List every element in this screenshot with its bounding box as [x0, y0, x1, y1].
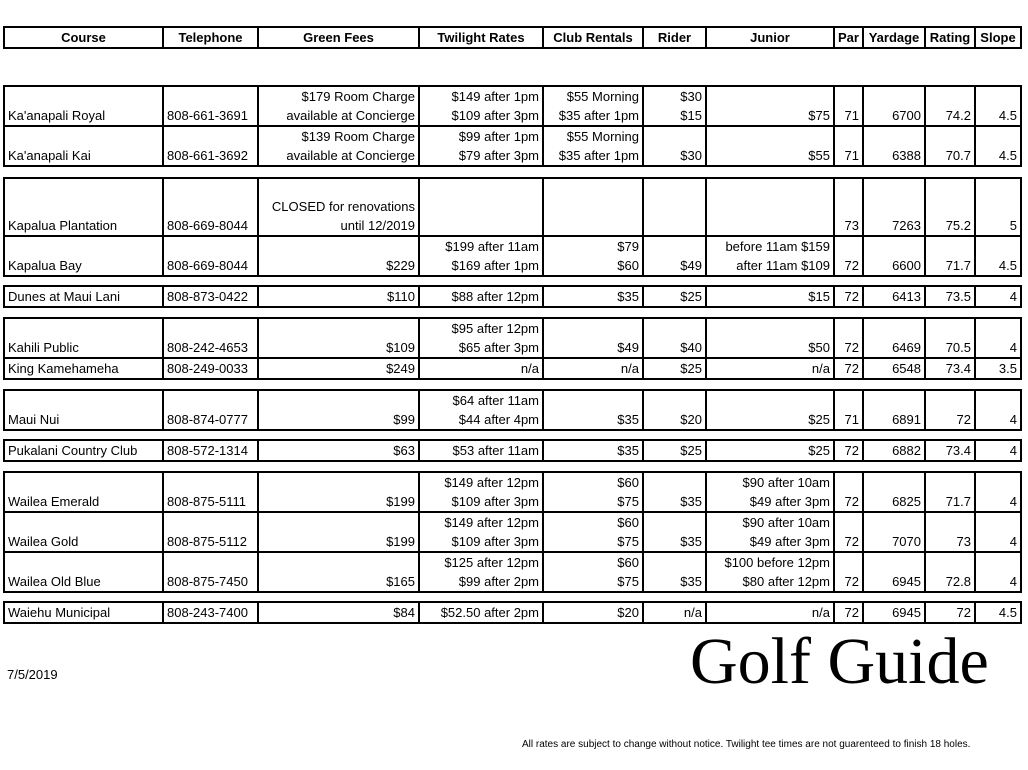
group-spacer — [4, 48, 1021, 86]
cell-line: $229 — [386, 258, 415, 273]
cell-telephone: 808-661-3692 — [163, 126, 258, 166]
cell-line: $25 — [680, 443, 702, 458]
cell-club-rentals — [543, 126, 643, 166]
cell-line: $199 after 11am — [445, 239, 539, 254]
cell-green-fees — [258, 126, 419, 166]
cell-yardage: 6825 — [863, 472, 925, 512]
cell-club-rentals — [543, 178, 643, 236]
cell-line: $35 — [680, 534, 702, 549]
group-spacer — [4, 461, 1021, 472]
cell-course: Dunes at Maui Lani — [4, 286, 163, 307]
footer-title: Golf Guide — [690, 625, 989, 698]
cell-line: $35 after 1pm — [558, 108, 639, 123]
cell-green-fees — [258, 440, 419, 461]
cell-junior — [706, 126, 834, 166]
cell-line: available at Concierge — [286, 108, 415, 123]
cell-slope: 4 — [975, 552, 1021, 592]
cell-par: 72 — [834, 512, 863, 552]
cell-rating: 73.5 — [925, 286, 975, 307]
group-spacer — [4, 166, 1021, 178]
cell-telephone: 808-669-8044 — [163, 236, 258, 276]
cell-line: $35 — [617, 412, 639, 427]
cell-green-fees — [258, 358, 419, 379]
cell-green-fees — [258, 390, 419, 430]
cell-line: $15 — [680, 108, 702, 123]
cell-line: $109 — [386, 340, 415, 355]
cell-line: n/a — [811, 605, 830, 620]
cell-par: 73 — [834, 178, 863, 236]
cell-line: $63 — [393, 443, 415, 458]
cell-line: $52.50 after 2pm — [440, 605, 539, 620]
cell-slope: 3.5 — [975, 358, 1021, 379]
cell-junior — [706, 358, 834, 379]
table-row — [4, 358, 1021, 379]
table-row — [4, 178, 1021, 236]
cell-line: $165 — [386, 574, 415, 589]
table-row — [4, 472, 1021, 512]
cell-line: $35 — [617, 289, 639, 304]
col-header-junior: Junior — [706, 27, 834, 48]
cell-rating: 73.4 — [925, 440, 975, 461]
cell-line: $15 — [808, 289, 830, 304]
cell-line: $55 — [808, 148, 830, 163]
cell-line: $55 Morning — [566, 89, 639, 104]
cell-twilight-rates — [419, 286, 543, 307]
cell-yardage: 6469 — [863, 318, 925, 358]
table-row — [4, 552, 1021, 592]
cell-club-rentals — [543, 286, 643, 307]
cell-line: $53 after 11am — [452, 443, 539, 458]
cell-line: $99 — [393, 412, 415, 427]
cell-par: 72 — [834, 440, 863, 461]
cell-line: until 12/2019 — [340, 218, 415, 233]
cell-line: $109 after 3pm — [451, 108, 539, 123]
cell-slope: 4 — [975, 472, 1021, 512]
cell-par: 72 — [834, 318, 863, 358]
col-header-club-rentals: Club Rentals — [543, 27, 643, 48]
cell-rating: 70.5 — [925, 318, 975, 358]
cell-junior — [706, 86, 834, 126]
cell-line: before 11am $159 — [725, 239, 830, 254]
cell-yardage: 6945 — [863, 552, 925, 592]
cell-rating: 73 — [925, 512, 975, 552]
cell-line: $30 — [680, 148, 702, 163]
cell-yardage: 6548 — [863, 358, 925, 379]
cell-line: $169 after 1pm — [451, 258, 539, 273]
cell-line: after 11am $109 — [736, 258, 830, 273]
cell-line: $60 — [617, 475, 639, 490]
cell-yardage: 6388 — [863, 126, 925, 166]
cell-par: 71 — [834, 390, 863, 430]
cell-yardage: 6891 — [863, 390, 925, 430]
cell-slope: 4 — [975, 318, 1021, 358]
cell-line: n/a — [811, 361, 830, 376]
col-header-telephone: Telephone — [163, 27, 258, 48]
cell-line: $109 after 3pm — [451, 534, 539, 549]
cell-line: $90 after 10am — [742, 515, 830, 530]
cell-telephone: 808-874-0777 — [163, 390, 258, 430]
header-row — [4, 27, 1021, 48]
cell-rider — [643, 178, 706, 236]
col-header-par: Par — [834, 27, 863, 48]
cell-line: $35 — [680, 494, 702, 509]
cell-club-rentals — [543, 318, 643, 358]
cell-par: 72 — [834, 552, 863, 592]
cell-course: Wailea Gold — [4, 512, 163, 552]
cell-yardage: 7263 — [863, 178, 925, 236]
cell-line: $20 — [680, 412, 702, 427]
cell-line: $149 after 1pm — [451, 89, 539, 104]
cell-yardage: 6882 — [863, 440, 925, 461]
cell-line: $199 — [386, 534, 415, 549]
cell-line: $249 — [386, 361, 415, 376]
cell-telephone: 808-243-7400 — [163, 602, 258, 623]
cell-line: $35 after 1pm — [558, 148, 639, 163]
cell-twilight-rates — [419, 602, 543, 623]
col-header-yardage: Yardage — [863, 27, 925, 48]
cell-green-fees — [258, 472, 419, 512]
cell-line: $99 after 2pm — [458, 574, 539, 589]
cell-line: $49 after 3pm — [749, 534, 830, 549]
cell-line: $25 — [808, 443, 830, 458]
table-row — [4, 512, 1021, 552]
cell-telephone: 808-249-0033 — [163, 358, 258, 379]
cell-line: $25 — [808, 412, 830, 427]
cell-telephone: 808-873-0422 — [163, 286, 258, 307]
cell-rating: 73.4 — [925, 358, 975, 379]
cell-line: $30 — [680, 89, 702, 104]
cell-rider — [643, 512, 706, 552]
cell-line: $65 after 3pm — [458, 340, 539, 355]
cell-junior — [706, 236, 834, 276]
cell-line: $139 Room Charge — [301, 129, 415, 144]
cell-line: $49 — [617, 340, 639, 355]
cell-club-rentals — [543, 86, 643, 126]
cell-line: $55 Morning — [566, 129, 639, 144]
cell-slope: 4 — [975, 390, 1021, 430]
table-row — [4, 440, 1021, 461]
cell-twilight-rates — [419, 318, 543, 358]
group-spacer — [4, 276, 1021, 286]
cell-line: n/a — [683, 605, 702, 620]
cell-rider — [643, 602, 706, 623]
cell-rider — [643, 440, 706, 461]
footer-date: 7/5/2019 — [7, 667, 58, 682]
cell-slope: 4.5 — [975, 602, 1021, 623]
cell-rider — [643, 358, 706, 379]
col-header-course: Course — [4, 27, 163, 48]
cell-telephone: 808-875-5112 — [163, 512, 258, 552]
cell-junior — [706, 602, 834, 623]
table-row — [4, 86, 1021, 126]
cell-yardage: 6413 — [863, 286, 925, 307]
golf-rates-sheet — [3, 26, 1020, 624]
cell-course: Pukalani Country Club — [4, 440, 163, 461]
cell-line: $125 after 12pm — [444, 555, 539, 570]
table-row — [4, 318, 1021, 358]
col-header-slope: Slope — [975, 27, 1021, 48]
cell-rider — [643, 286, 706, 307]
cell-line: $149 after 12pm — [444, 475, 539, 490]
cell-rating: 70.7 — [925, 126, 975, 166]
cell-line: $40 — [680, 340, 702, 355]
cell-rider — [643, 552, 706, 592]
cell-rating: 74.2 — [925, 86, 975, 126]
cell-junior — [706, 552, 834, 592]
cell-line: $25 — [680, 289, 702, 304]
cell-line: $20 — [617, 605, 639, 620]
cell-rating: 72 — [925, 390, 975, 430]
cell-course: Ka'anapali Royal — [4, 86, 163, 126]
cell-slope: 4 — [975, 440, 1021, 461]
cell-rider — [643, 472, 706, 512]
cell-rating: 75.2 — [925, 178, 975, 236]
cell-rating: 71.7 — [925, 472, 975, 512]
cell-twilight-rates — [419, 552, 543, 592]
cell-green-fees — [258, 552, 419, 592]
cell-club-rentals — [543, 236, 643, 276]
cell-telephone: 808-242-4653 — [163, 318, 258, 358]
table-row — [4, 236, 1021, 276]
cell-junior — [706, 472, 834, 512]
cell-line: $35 — [617, 443, 639, 458]
col-header-rating: Rating — [925, 27, 975, 48]
cell-par: 71 — [834, 126, 863, 166]
cell-line: $49 after 3pm — [749, 494, 830, 509]
cell-line: $80 after 12pm — [742, 574, 830, 589]
cell-twilight-rates — [419, 86, 543, 126]
cell-yardage: 6700 — [863, 86, 925, 126]
cell-line: n/a — [520, 361, 539, 376]
cell-green-fees — [258, 318, 419, 358]
cell-slope: 4.5 — [975, 86, 1021, 126]
cell-line: $110 — [387, 289, 415, 304]
group-spacer — [4, 307, 1021, 318]
cell-line: $49 — [680, 258, 702, 273]
cell-line: $25 — [680, 361, 702, 376]
cell-course: King Kamehameha — [4, 358, 163, 379]
cell-line: $60 — [617, 555, 639, 570]
cell-green-fees — [258, 512, 419, 552]
cell-club-rentals — [543, 552, 643, 592]
cell-club-rentals — [543, 512, 643, 552]
cell-telephone: 808-669-8044 — [163, 178, 258, 236]
cell-line: $50 — [808, 340, 830, 355]
cell-rider — [643, 390, 706, 430]
cell-line: $100 before 12pm — [724, 555, 830, 570]
cell-junior — [706, 286, 834, 307]
cell-twilight-rates — [419, 390, 543, 430]
cell-line: $60 — [617, 515, 639, 530]
cell-junior — [706, 390, 834, 430]
cell-line: $44 after 4pm — [458, 412, 539, 427]
cell-junior — [706, 318, 834, 358]
cell-yardage: 6600 — [863, 236, 925, 276]
cell-rider — [643, 318, 706, 358]
cell-junior — [706, 178, 834, 236]
cell-line: $95 after 12pm — [451, 321, 539, 336]
cell-club-rentals — [543, 358, 643, 379]
cell-par: 72 — [834, 286, 863, 307]
cell-line: $75 — [617, 534, 639, 549]
group-spacer — [4, 379, 1021, 390]
cell-line: $109 after 3pm — [451, 494, 539, 509]
cell-line: $79 after 3pm — [458, 148, 539, 163]
col-header-rider: Rider — [643, 27, 706, 48]
cell-slope: 4.5 — [975, 236, 1021, 276]
cell-twilight-rates — [419, 440, 543, 461]
cell-line: $90 after 10am — [742, 475, 830, 490]
cell-twilight-rates — [419, 358, 543, 379]
cell-slope: 4 — [975, 512, 1021, 552]
cell-green-fees — [258, 178, 419, 236]
table-body — [4, 48, 1021, 623]
table-row — [4, 286, 1021, 307]
cell-course: Wailea Emerald — [4, 472, 163, 512]
cell-club-rentals — [543, 390, 643, 430]
cell-line: $60 — [617, 258, 639, 273]
footer-disclaimer: All rates are subject to change without notice. Twilight tee times are not guarenteed to finish 18 holes. — [522, 739, 971, 750]
cell-twilight-rates — [419, 472, 543, 512]
cell-line: $64 after 11am — [452, 393, 539, 408]
cell-line: $88 after 12pm — [451, 289, 539, 304]
cell-course: Ka'anapali Kai — [4, 126, 163, 166]
cell-par: 72 — [834, 358, 863, 379]
cell-line: $79 — [617, 239, 639, 254]
cell-rider — [643, 86, 706, 126]
cell-twilight-rates — [419, 512, 543, 552]
col-header-green-fees: Green Fees — [258, 27, 419, 48]
cell-rider — [643, 126, 706, 166]
cell-line: $75 — [617, 494, 639, 509]
cell-telephone: 808-572-1314 — [163, 440, 258, 461]
group-spacer — [4, 430, 1021, 440]
cell-slope: 4 — [975, 286, 1021, 307]
cell-line: CLOSED for renovations — [271, 199, 415, 214]
cell-par: 71 — [834, 86, 863, 126]
cell-course: Kahili Public — [4, 318, 163, 358]
cell-telephone: 808-661-3691 — [163, 86, 258, 126]
cell-rider — [643, 236, 706, 276]
cell-twilight-rates — [419, 126, 543, 166]
cell-rating: 72.8 — [925, 552, 975, 592]
cell-green-fees — [258, 286, 419, 307]
cell-line: $35 — [680, 574, 702, 589]
cell-rating: 71.7 — [925, 236, 975, 276]
cell-club-rentals — [543, 472, 643, 512]
cell-junior — [706, 512, 834, 552]
table-row — [4, 602, 1021, 623]
cell-junior — [706, 440, 834, 461]
cell-slope: 4.5 — [975, 126, 1021, 166]
cell-course: Waiehu Municipal — [4, 602, 163, 623]
cell-line: $75 — [808, 108, 830, 123]
cell-slope: 5 — [975, 178, 1021, 236]
cell-green-fees — [258, 236, 419, 276]
cell-green-fees — [258, 86, 419, 126]
cell-line: $199 — [386, 494, 415, 509]
table-row — [4, 390, 1021, 430]
golf-rates-table — [3, 26, 1022, 624]
cell-course: Kapalua Plantation — [4, 178, 163, 236]
cell-rating: 72 — [925, 602, 975, 623]
cell-course: Kapalua Bay — [4, 236, 163, 276]
cell-yardage: 6945 — [863, 602, 925, 623]
cell-telephone: 808-875-7450 — [163, 552, 258, 592]
cell-twilight-rates — [419, 236, 543, 276]
cell-par: 72 — [834, 472, 863, 512]
cell-green-fees — [258, 602, 419, 623]
cell-line: $149 after 12pm — [444, 515, 539, 530]
cell-club-rentals — [543, 602, 643, 623]
cell-club-rentals — [543, 440, 643, 461]
cell-line: $84 — [393, 605, 415, 620]
cell-telephone: 808-875-5111 — [163, 472, 258, 512]
col-header-twilight-rates: Twilight Rates — [419, 27, 543, 48]
cell-course: Wailea Old Blue — [4, 552, 163, 592]
cell-yardage: 7070 — [863, 512, 925, 552]
cell-line: n/a — [620, 361, 639, 376]
cell-par: 72 — [834, 236, 863, 276]
cell-line: $75 — [617, 574, 639, 589]
cell-course: Maui Nui — [4, 390, 163, 430]
table-row — [4, 126, 1021, 166]
cell-twilight-rates — [419, 178, 543, 236]
cell-line: $99 after 1pm — [458, 129, 539, 144]
cell-line: $179 Room Charge — [301, 89, 415, 104]
cell-par: 72 — [834, 602, 863, 623]
group-spacer — [4, 592, 1021, 602]
cell-line: available at Concierge — [286, 148, 415, 163]
